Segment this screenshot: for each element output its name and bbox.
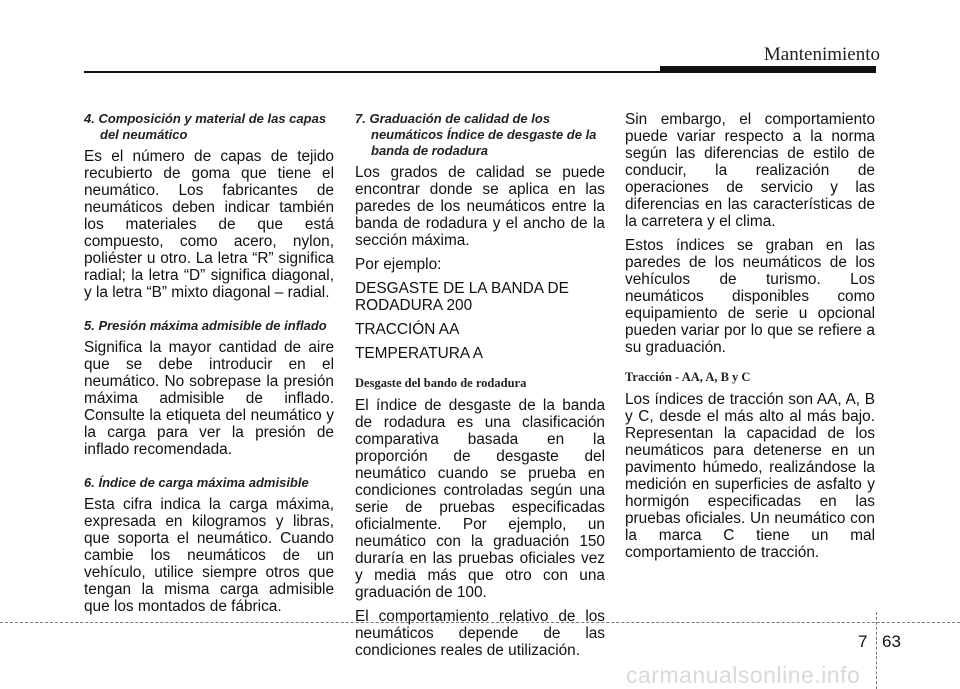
example-traction: TRACCIÓN AA bbox=[355, 321, 460, 338]
section-title: Mantenimiento bbox=[763, 44, 880, 65]
page-number: 63 bbox=[882, 632, 901, 651]
subheading-treadwear: Desgaste del bando de rodadura bbox=[355, 376, 527, 390]
footer-divider bbox=[876, 612, 877, 689]
paragraph: Por ejemplo: bbox=[355, 256, 442, 273]
subheading-max-pressure: 5. Presión máxima admisible de inflado bbox=[84, 318, 327, 333]
paragraph: Los índices de tracción son AA, A, B y C, desde el más alto al más bajo. Representan la capacidad de los neumáticos para detenerse en un pavimento húmedo, realizándose la medición en superficies de asfalto y hormigón especificadas en las pruebas oficiales. Un neumático con la marca C tiene un mal comportamiento de tracción. bbox=[625, 391, 875, 561]
paragraph: El índice de desgaste de la banda de rodadura es una clasificación comparativa basada en la proporción de desgaste del neumático cuando se prueba en condiciones controladas según una serie de pruebas especificadas oficialmente. Por ejemplo, un neumático con la graduación 150 duraría en las pruebas oficiales vez y media más que otro con una graduación de 100. bbox=[355, 397, 605, 601]
footer-rule bbox=[0, 622, 960, 623]
paragraph: El comportamiento relativo de los neumáticos depende de las condiciones reales de utilización. bbox=[355, 608, 605, 659]
paragraph: Significa la mayor cantidad de aire que se debe introducir en el neumático. No sobrepase la presión máxima admisible de inflado. Consulte la etiqueta del neumático y la carga para ver la presión de inflado recomendada. bbox=[84, 339, 334, 458]
paragraph: Estos índices se graban en las paredes de los neumáticos de los vehículos de turismo. Los neumáticos disponibles como equipamiento de serie u opcional pueden variar por lo que se refiere a su graduación. bbox=[625, 237, 875, 356]
example-temperature: TEMPERATURA A bbox=[355, 345, 483, 362]
header-rule-thick bbox=[660, 66, 876, 73]
header-rule bbox=[84, 71, 660, 73]
chapter-number: 7 bbox=[858, 632, 868, 651]
column-3 bbox=[625, 111, 875, 568]
column-2 bbox=[355, 111, 605, 666]
paragraph: Esta cifra indica la carga máxima, expresada en kilogramos y libras, que soporta el neumático. Cuando cambie los neumáticos de un vehículo, utilice siempre otros que tengan la misma carga admisible que los montados de fábrica. bbox=[84, 496, 334, 615]
paragraph: Sin embargo, el comportamiento puede variar respecto a la norma según las diferencias de estilo de conducir, la realización de operaciones de servicio y las diferencias en las características de la carretera y el clima. bbox=[625, 111, 875, 230]
column-1 bbox=[84, 111, 334, 622]
paragraph: Los grados de calidad se puede encontrar donde se aplica en las paredes de los neumáticos entre la banda de rodadura y el ancho de la sección máxima. bbox=[355, 164, 605, 249]
paragraph: Es el número de capas de tejido recubierto de goma que tiene el neumático. Los fabricantes de neumáticos deben indicar también los materiales de que está compuesto, como acero, nylon, poliéster u otro. La letra “R” significa radial; la letra “D” significa diagonal, y la letra “B” mixto diagonal – radial. bbox=[84, 148, 334, 301]
subheading-quality-grading: 7. Graduación de calidad de los neumáticos Índice de desgaste de la banda de rodadura bbox=[355, 111, 597, 158]
subheading-ply-composition: 4. Composición y material de las capas del neumático bbox=[84, 111, 327, 142]
subheading-traction: Tracción - AA, A, B y C bbox=[625, 370, 751, 384]
example-treadwear: DESGASTE DE LA BANDA DE RODADURA 200 bbox=[355, 280, 569, 314]
subheading-max-load: 6. Índice de carga máxima admisible bbox=[84, 475, 309, 490]
watermark: carmanualsonline.info bbox=[626, 662, 861, 688]
